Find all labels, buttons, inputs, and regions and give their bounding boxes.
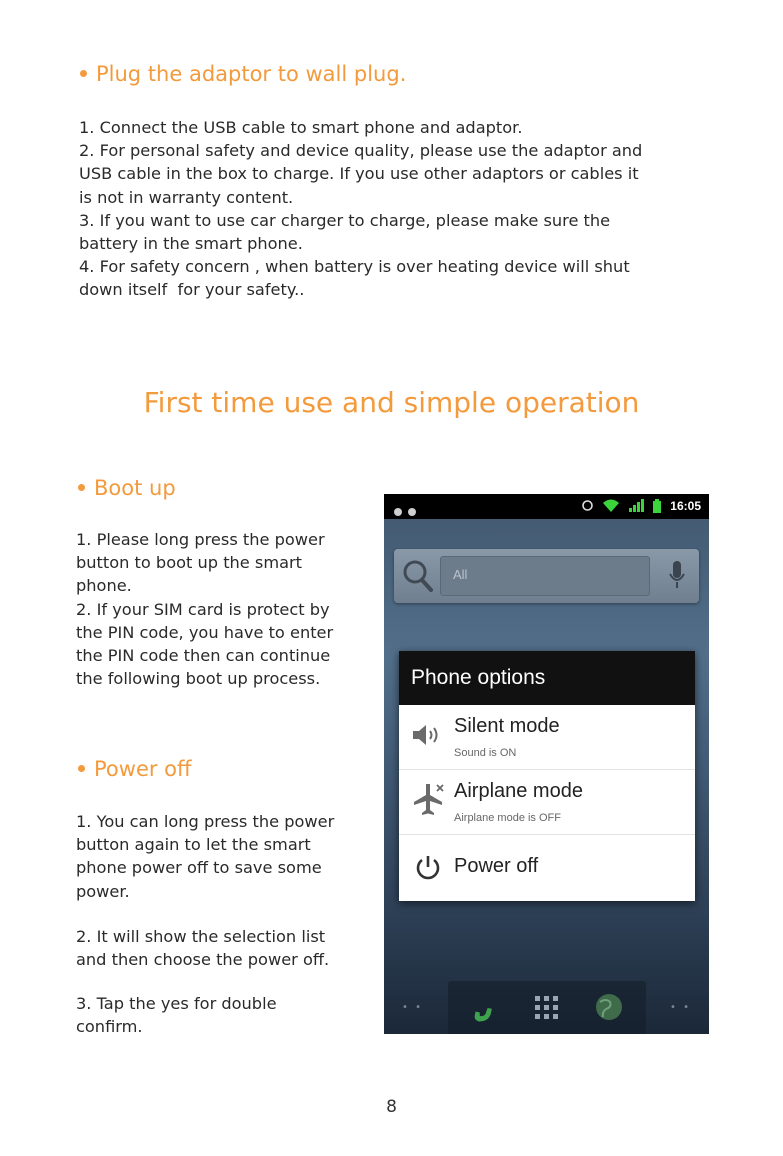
notification-icon <box>394 508 402 516</box>
text-line: phone. <box>76 576 132 596</box>
airplane-mode-option[interactable]: Airplane mode Airplane mode is OFF <box>399 770 695 835</box>
status-icons <box>581 498 701 513</box>
adaptor-heading: Plug the adaptor to wall plug. <box>80 62 406 86</box>
dock-dots-left-icon[interactable]: • • <box>402 1002 423 1013</box>
bullet-icon <box>80 70 87 77</box>
text-line: 1. Connect the USB cable to smart phone and adaptor. <box>79 118 523 137</box>
text-line: 2. For personal safety and device quality, please use the adaptor and <box>79 141 643 161</box>
text-line: confirm. <box>76 1017 143 1037</box>
dock-center <box>448 981 646 1034</box>
signal-icon <box>629 499 644 512</box>
text-line: is not in warranty content. <box>79 187 294 207</box>
wifi-icon <box>603 499 619 512</box>
phone-screenshot <box>384 494 709 1034</box>
page-title: First time use and simple operation <box>143 386 640 419</box>
boot-heading: Boot up <box>78 476 176 500</box>
text-line: 4. For safety concern , when battery is over heating device will shut <box>79 257 630 277</box>
battery-icon <box>653 499 661 513</box>
text-line: down itself for your safety.. <box>79 280 305 300</box>
text-line: 3. If you want to use car charger to charge, please make sure the <box>79 210 611 230</box>
power-off-option[interactable]: Power off <box>399 835 695 899</box>
page-number: 8 <box>386 1097 397 1117</box>
phone-options-dialog <box>399 651 695 901</box>
status-bar <box>384 494 709 519</box>
search-widget[interactable] <box>394 549 699 603</box>
text-line: 2. It will show the selection list <box>76 927 326 946</box>
power-step-2 <box>76 925 329 971</box>
text-line: and then choose the power off. <box>76 950 330 970</box>
text-line: the PIN code, you have to enter <box>76 622 334 642</box>
notification-icon <box>408 508 416 516</box>
text-line: the PIN code then can continue <box>76 646 331 666</box>
boot-instructions <box>76 528 333 690</box>
adaptor-instructions <box>79 116 642 302</box>
text-line: battery in the smart phone. <box>79 234 303 254</box>
speaker-icon <box>411 723 443 747</box>
status-clock: 16:05 <box>670 498 701 513</box>
dock-dots-right-icon[interactable]: • • <box>670 1002 691 1013</box>
power-step-3 <box>76 992 277 1038</box>
text-line: 1. Please long press the power <box>76 530 325 549</box>
search-icon[interactable] <box>402 559 434 593</box>
text-line: 3. Tap the yes for double <box>76 994 277 1013</box>
phone-dialer-icon[interactable] <box>466 994 496 1024</box>
app-drawer-icon[interactable] <box>534 995 560 1021</box>
dialog-title: Phone options <box>399 651 695 705</box>
text-line: button again to let the smart <box>76 835 311 855</box>
airplane-icon <box>411 784 445 816</box>
microphone-icon[interactable] <box>669 561 685 591</box>
text-line: 2. If your SIM card is protect by <box>76 599 330 619</box>
power-icon <box>415 855 441 881</box>
browser-globe-icon[interactable] <box>594 992 624 1022</box>
search-input[interactable]: All <box>440 556 650 596</box>
text-line: 1. You can long press the power <box>76 812 335 831</box>
text-line: power. <box>76 881 130 901</box>
power-heading: Power off <box>78 757 191 781</box>
bullet-icon <box>78 484 85 491</box>
home-dock <box>384 977 709 1034</box>
sync-icon <box>581 499 594 512</box>
text-line: button to boot up the smart <box>76 553 303 573</box>
text-line: phone power off to save some <box>76 858 322 878</box>
text-line: the following boot up process. <box>76 669 321 689</box>
bullet-icon <box>78 765 85 772</box>
notification-icons <box>394 501 422 520</box>
text-line: USB cable in the box to charge. If you use other adaptors or cables it <box>79 164 639 184</box>
power-step-1 <box>76 810 334 903</box>
silent-mode-option[interactable]: Silent mode Sound is ON <box>399 705 695 770</box>
